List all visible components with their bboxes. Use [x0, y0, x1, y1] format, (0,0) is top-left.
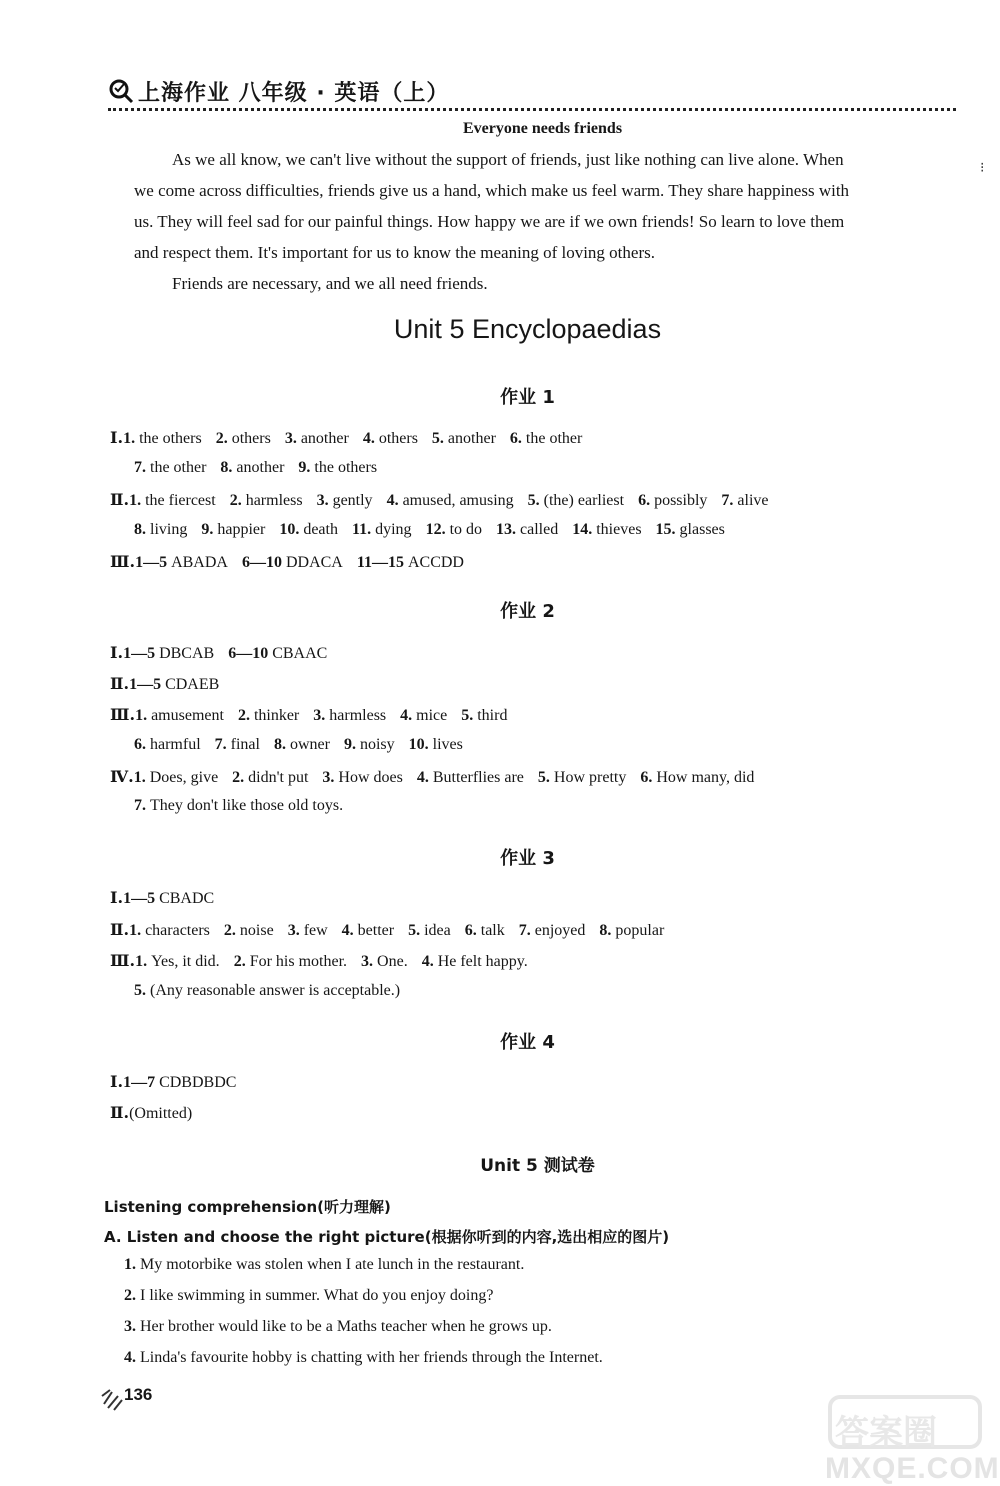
listening-item [124, 1256, 538, 1274]
item-number: 1. [124, 1256, 140, 1273]
item-number: 14. [572, 521, 597, 538]
roman-numeral: Ⅱ. [110, 490, 130, 509]
answer-item [123, 1074, 236, 1091]
answer-item [298, 459, 377, 476]
item-number: 4. [416, 769, 433, 786]
answer-item [238, 707, 299, 724]
book-title: 上海作业 八年级 · 英语（上） [138, 81, 450, 106]
item-answer: How pretty [553, 769, 627, 786]
item-answer: Linda's favourite hobby is chatting with her friends through the Internet. [140, 1349, 603, 1366]
item-answer: living [150, 521, 188, 538]
item-number: 10. [408, 736, 433, 753]
answer-item [134, 736, 201, 753]
essay-line: we come across difficulties, friends give us a hand, which make us feel warm. They share happiness with [134, 181, 850, 200]
answer-item [432, 430, 496, 447]
item-answer: didn't put [248, 769, 309, 786]
item-answer: How many, did [656, 769, 755, 786]
answer-item [400, 707, 447, 724]
roman-numeral: Ⅲ. [110, 951, 136, 970]
homework-2-title: 作业 2 [500, 601, 555, 622]
item-number: 7. [134, 459, 150, 476]
magnifier-logo-icon [108, 78, 134, 104]
item-answer: amused, amusing [402, 492, 514, 509]
answer-item [322, 769, 402, 786]
item-number: 5. [461, 707, 478, 724]
roman-numeral: Ⅰ. [110, 428, 124, 447]
item-number: 5. [134, 982, 150, 999]
item-answer: another [300, 430, 349, 447]
answer-item [352, 521, 412, 538]
roman-numeral: Ⅱ. [110, 920, 130, 939]
answer-item [363, 430, 418, 447]
answer-item [124, 1256, 524, 1273]
item-number: 3. [316, 492, 333, 509]
item-answer: happier [217, 521, 266, 538]
answer-row [110, 1103, 206, 1123]
item-answer: How does [338, 769, 403, 786]
item-answer: My motorbike was stolen when I ate lunch in the restaurant. [140, 1256, 525, 1273]
item-number: 4. [362, 430, 379, 447]
item-number: 6—10 [228, 645, 273, 662]
roman-numeral: Ⅲ. [110, 552, 136, 571]
item-number: 6—10 [241, 554, 286, 571]
item-answer: final [230, 736, 260, 753]
answer-item [417, 769, 524, 786]
item-number: 1. [129, 492, 146, 509]
item-number: 13. [496, 521, 521, 538]
item-answer: harmful [150, 736, 201, 753]
item-answer: harmless [245, 492, 303, 509]
item-answer: another [236, 459, 285, 476]
answer-item [361, 953, 408, 970]
answer-item [135, 707, 224, 724]
answer-item [201, 521, 265, 538]
item-number: 3. [361, 953, 378, 970]
essay-line: and respect them. It's important for us to know the meaning of loving others. [134, 243, 655, 262]
item-answer: lives [432, 736, 463, 753]
item-number: 2. [233, 953, 250, 970]
answer-row [110, 920, 678, 940]
item-number: 1—5 [135, 554, 172, 571]
item-answer: CDBDBDC [159, 1074, 237, 1091]
homework-4-title: 作业 4 [500, 1032, 555, 1053]
item-number: 6. [640, 769, 657, 786]
item-number: 1. [129, 922, 146, 939]
watermark-text: MXQE.COM [825, 1452, 1000, 1485]
item-number: 3. [287, 922, 304, 939]
answer-item [129, 676, 219, 693]
roman-numeral: Ⅲ. [110, 705, 136, 724]
item-number: 1. [135, 707, 152, 724]
item-number: 12. [425, 521, 450, 538]
answer-item [224, 922, 274, 939]
item-answer: CBADC [159, 890, 215, 907]
answer-row [134, 459, 391, 477]
homework-1-title: 作业 1 [500, 387, 555, 408]
item-number: 4. [400, 707, 417, 724]
item-answer: Her brother would like to be a Maths teacher when he grows up. [140, 1318, 552, 1335]
answer-item [134, 982, 400, 999]
answer-item [135, 953, 220, 970]
roman-numeral: Ⅱ. [110, 674, 130, 693]
item-number: 3. [124, 1318, 140, 1335]
answer-item [216, 430, 271, 447]
item-number: 5. [537, 769, 554, 786]
item-answer: CDAEB [165, 676, 220, 693]
unit-title: Unit 5 Encyclopaedias [393, 314, 662, 344]
item-answer: possibly [654, 492, 708, 509]
item-number: 1—5 [123, 645, 160, 662]
answer-row [134, 736, 477, 754]
item-answer: talk [480, 922, 505, 939]
answer-item [640, 769, 754, 786]
essay-line: us. They will feel sad for our painful things. How happy we are if we own friends! So learn to love them [134, 212, 845, 231]
item-number: 1—5 [129, 676, 166, 693]
item-number: 15. [655, 521, 680, 538]
item-answer: better [357, 922, 395, 939]
answer-item [528, 492, 624, 509]
item-number: 9. [201, 521, 218, 538]
listening-item [124, 1318, 566, 1336]
answer-item [572, 521, 641, 538]
answer-row [110, 674, 233, 694]
item-answer: (Omitted) [129, 1105, 193, 1122]
item-number: 2. [232, 769, 249, 786]
item-number: 6. [464, 922, 481, 939]
answer-item [232, 769, 308, 786]
item-number: 2. [237, 707, 254, 724]
item-answer: others [231, 430, 271, 447]
item-number: 4. [341, 922, 358, 939]
answer-item [519, 922, 586, 939]
listening-item [124, 1287, 507, 1305]
answer-item [538, 769, 626, 786]
answer-row [110, 705, 521, 725]
item-number: 8. [134, 521, 150, 538]
item-answer: death [303, 521, 338, 538]
item-number: 6. [134, 736, 150, 753]
essay-line: As we all know, we can't live without the support of friends, just like nothing can live alone. When [172, 150, 844, 169]
item-number: 1. [133, 769, 150, 786]
item-number: 8. [599, 922, 616, 939]
item-number: 5. [431, 430, 448, 447]
answer-item [422, 953, 528, 970]
item-number: 11—15 [356, 554, 408, 571]
item-answer: glasses [679, 521, 725, 538]
roman-numeral: Ⅰ. [110, 643, 124, 662]
answer-row [110, 951, 542, 971]
answer-item [288, 922, 328, 939]
item-answer: He felt happy. [437, 953, 528, 970]
item-number: 1—7 [123, 1074, 160, 1091]
item-number: 11. [351, 521, 376, 538]
item-number: 9. [343, 736, 360, 753]
item-number: 3. [322, 769, 339, 786]
item-number: 1. [123, 430, 140, 447]
listening-item [124, 1349, 617, 1367]
item-answer: amusement [151, 707, 224, 724]
item-answer: ACCDD [407, 554, 464, 571]
answer-item [134, 769, 218, 786]
item-number: 3. [284, 430, 301, 447]
answer-item [129, 1105, 192, 1122]
answer-item [123, 430, 202, 447]
item-answer: enjoyed [534, 922, 586, 939]
essay-title: Everyone needs friends [462, 120, 623, 137]
item-number: 8. [273, 736, 290, 753]
item-answer: owner [289, 736, 330, 753]
item-number: 7. [518, 922, 535, 939]
answer-item [408, 922, 451, 939]
item-answer: DDACA [285, 554, 343, 571]
homework-3-title: 作业 3 [500, 848, 555, 869]
item-answer: another [447, 430, 496, 447]
header-divider [108, 108, 956, 111]
answer-item [230, 492, 303, 509]
test-title: Unit 5 测试卷 [480, 1156, 595, 1176]
answer-item [124, 1318, 552, 1335]
answer-row [110, 643, 341, 663]
answer-row [134, 521, 739, 539]
answer-item [409, 736, 463, 753]
answer-item [134, 797, 343, 814]
item-number: 4. [386, 492, 403, 509]
answer-item [721, 492, 768, 509]
answer-item [638, 492, 707, 509]
answer-item [357, 554, 464, 571]
item-number: 5. [527, 492, 544, 509]
answer-item [228, 645, 327, 662]
item-answer: idea [424, 922, 451, 939]
answer-item [134, 459, 206, 476]
item-number: 2. [215, 430, 232, 447]
answer-item [342, 922, 394, 939]
item-answer: (Any reasonable answer is acceptable.) [150, 982, 401, 999]
answer-item [215, 736, 260, 753]
answer-item [135, 554, 228, 571]
item-number: 4. [421, 953, 438, 970]
watermark-logo-text: 答案圈 [835, 1413, 937, 1453]
answer-item [426, 521, 482, 538]
item-answer: ABADA [171, 554, 228, 571]
answer-item [656, 521, 725, 538]
item-answer: mice [416, 707, 448, 724]
answer-row [110, 552, 478, 572]
answer-item [599, 922, 664, 939]
answer-item [242, 554, 343, 571]
item-number: 8. [220, 459, 237, 476]
item-answer: few [303, 922, 328, 939]
item-answer: noisy [359, 736, 395, 753]
item-number: 9. [298, 459, 315, 476]
item-answer: Yes, it did. [151, 953, 220, 970]
section-heading: Listening comprehension(听力理解) [104, 1198, 391, 1216]
item-number: 4. [124, 1349, 140, 1366]
answer-item [465, 922, 505, 939]
answer-item [123, 645, 214, 662]
item-answer: They don't like those old toys. [150, 797, 344, 814]
answer-item [285, 430, 349, 447]
answer-row [110, 888, 228, 908]
item-answer: popular [615, 922, 665, 939]
item-answer: the others [139, 430, 202, 447]
item-number: 6. [509, 430, 526, 447]
item-answer: characters [145, 922, 210, 939]
item-answer: the others [314, 459, 378, 476]
item-number: 7. [134, 797, 150, 814]
item-answer: the other [525, 430, 583, 447]
answer-row [110, 490, 783, 510]
answer-row [110, 1072, 250, 1092]
item-answer: called [520, 521, 559, 538]
item-number: 2. [223, 922, 240, 939]
item-answer: DBCAB [159, 645, 215, 662]
item-number: 3. [313, 707, 330, 724]
item-answer: For his mother. [249, 953, 348, 970]
answer-item [220, 459, 284, 476]
item-number: 10. [279, 521, 304, 538]
item-answer: Does, give [149, 769, 219, 786]
answer-item [124, 1349, 603, 1366]
essay-line: Friends are necessary, and we all need friends. [172, 274, 488, 293]
answer-item [317, 492, 373, 509]
answer-item [461, 707, 507, 724]
answer-row [110, 428, 596, 448]
answer-item [344, 736, 395, 753]
roman-numeral: Ⅱ. [110, 1103, 130, 1122]
answer-row [110, 767, 768, 787]
item-number: 2. [229, 492, 246, 509]
item-number: 6. [638, 492, 655, 509]
answer-item [496, 521, 558, 538]
item-answer: (the) earliest [543, 492, 625, 509]
item-number: 1—5 [123, 890, 160, 907]
item-answer: I like swimming in summer. What do you enjoy doing? [140, 1287, 494, 1304]
roman-numeral: Ⅰ. [110, 888, 124, 907]
answer-item [279, 521, 338, 538]
answer-row [134, 982, 414, 1000]
item-answer: harmless [329, 707, 387, 724]
answer-item [129, 922, 210, 939]
item-answer: noise [239, 922, 274, 939]
item-number: 5. [408, 922, 425, 939]
item-answer: dying [375, 521, 412, 538]
item-answer: Butterflies are [432, 769, 524, 786]
answer-item [124, 1287, 493, 1304]
item-answer: the other [150, 459, 207, 476]
item-answer: the fiercest [145, 492, 216, 509]
item-answer: One. [377, 953, 408, 970]
answer-item [234, 953, 347, 970]
item-number: 1. [135, 953, 152, 970]
answer-item [134, 521, 187, 538]
item-number: 2. [124, 1287, 140, 1304]
item-answer: CBAAC [272, 645, 328, 662]
answer-item [123, 890, 214, 907]
item-number: 7. [721, 492, 738, 509]
roman-numeral: Ⅳ. [110, 767, 134, 786]
margin-mark: ⁝ [980, 161, 985, 176]
item-answer: gently [332, 492, 373, 509]
answer-item [387, 492, 514, 509]
item-number: 7. [214, 736, 231, 753]
answer-item [274, 736, 330, 753]
answer-item [129, 492, 216, 509]
item-answer: thinker [253, 707, 300, 724]
roman-numeral: Ⅰ. [110, 1072, 124, 1091]
item-answer: thieves [596, 521, 642, 538]
page-number: 136 [124, 1385, 153, 1404]
item-answer: alive [737, 492, 769, 509]
item-answer: to do [449, 521, 483, 538]
part-a-heading: A. Listen and choose the right picture(根据你听到的内容,选出相应的图片) [104, 1228, 670, 1246]
item-answer: others [378, 430, 418, 447]
answer-item [313, 707, 386, 724]
answer-item [510, 430, 582, 447]
item-answer: third [477, 707, 508, 724]
answer-row [134, 797, 357, 815]
